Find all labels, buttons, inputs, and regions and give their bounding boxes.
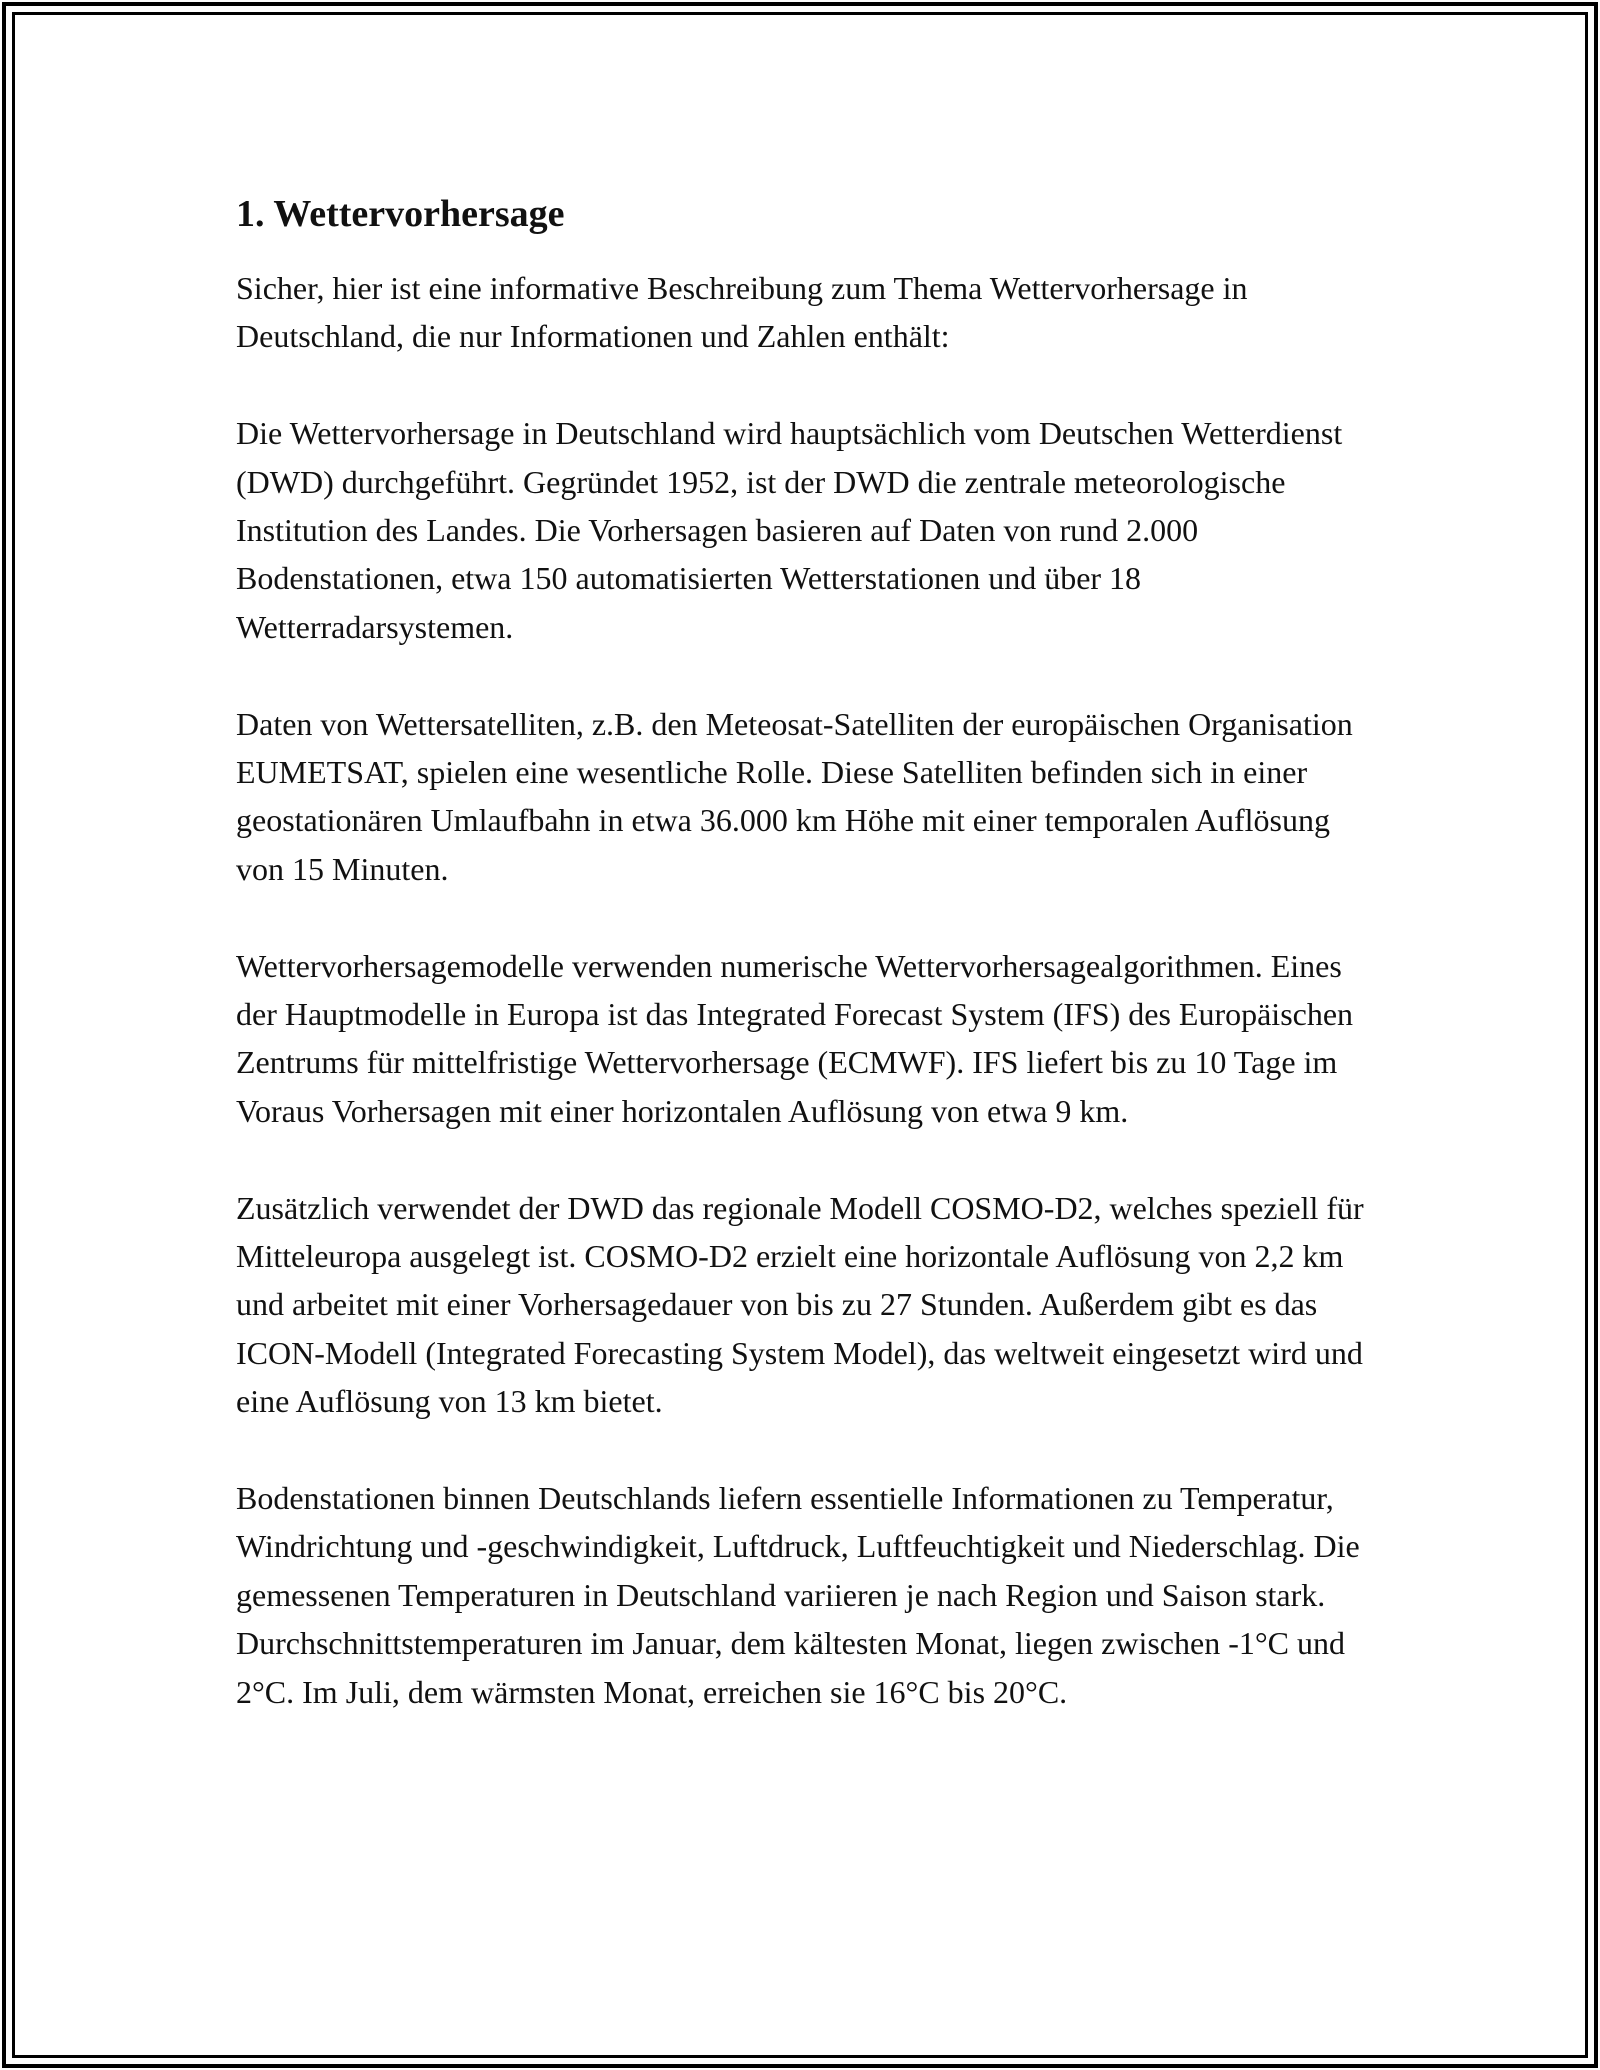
section-heading: 1. Wettervorhersage — [236, 193, 565, 235]
paragraph-cosmo-icon: Zusätzlich verwendet der DWD das regionale Modell COSMO-D2, welches speziell für Mitteleuropa ausgelegt ist. COSMO-D2 erzielt eine horizontale Auflösung von 2,2 km und arbeitet mit einer Vorhersagedauer von bis zu 27 Stunden. Außerdem gibt es das ICON-Modell (Integrated Forecasting System Model), das weltweit eingesetzt wird und eine Auflösung von 13 km bietet. — [236, 1189, 1364, 1420]
paragraph-ground-stations: Bodenstationen binnen Deutschlands liefern essentielle Informationen zu Temperatur, Windrichtung und -geschwindigkeit, Luftdruck, Luftfeuchtigkeit und Niederschlag. Die gemessenen Temperaturen in Deutschland variieren je nach Region und Saison stark. Durchschnittstemperaturen im Januar, dem kältesten Monat, liegen zwischen -1°C und 2°C. Im Juli, dem wärmsten Monat, erreichen sie 16°C bis 20°C. — [236, 1480, 1360, 1710]
document-body — [236, 190, 1376, 1716]
paragraph-models: Wettervorhersagemodelle verwenden numerische Wettervorhersagealgorithmen. Eines der Hauptmodelle in Europa ist das Integrated Forecast System (IFS) des Europäischen Zentrums für mittelfristige Wettervorhersage (ECMWF). IFS liefert bis zu 10 Tage im Voraus Vorhersagen mit einer horizontalen Auflösung von etwa 9 km. — [236, 947, 1354, 1129]
paragraph-satellites: Daten von Wettersatelliten, z.B. den Meteosat-Satelliten der europäischen Organisation EUMETSAT, spielen eine wesentliche Rolle. Diese Satelliten befinden sich in einer geostationären Umlaufbahn in etwa 36.000 km Höhe mit einer temporalen Auflösung von 15 Minuten. — [236, 705, 1353, 887]
paragraph-dwd: Die Wettervorhersage in Deutschland wird hauptsächlich vom Deutschen Wetterdienst (DWD) durchgeführt. Gegründet 1952, ist der DWD die zentrale meteorologische Institution des Landes. Die Vorhersagen basieren auf Daten von rund 2.000 Bodenstationen, etwa 150 automatisierten Wetterstationen und über 18 Wetterradarsystemen. — [236, 415, 1343, 645]
paragraph-intro: Sicher, hier ist eine informative Beschreibung zum Thema Wettervorhersage in Deutschland, die nur Informationen und Zahlen enthält: — [236, 270, 1248, 355]
